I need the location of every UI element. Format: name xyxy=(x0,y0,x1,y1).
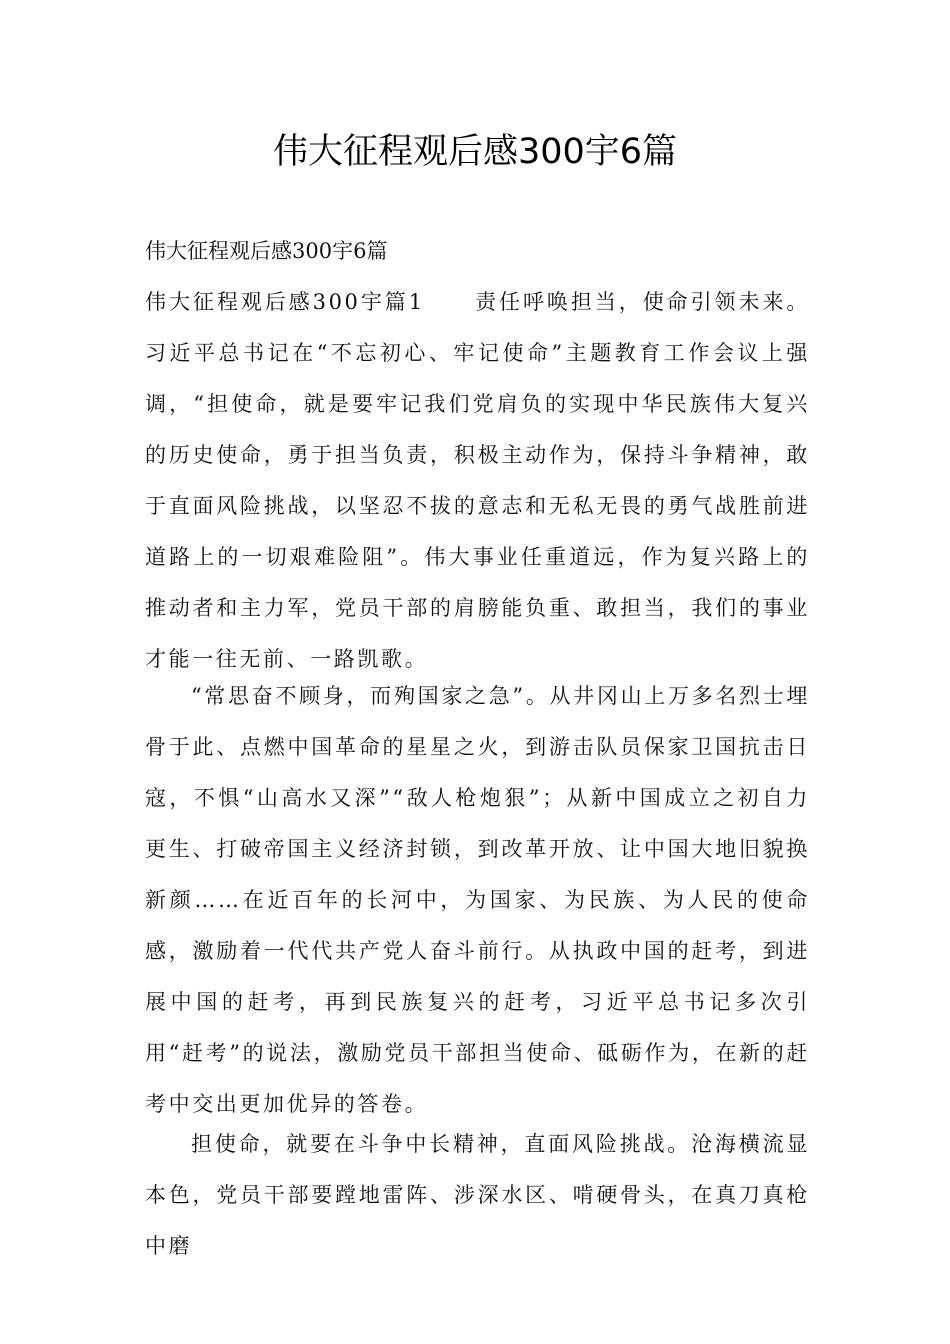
paragraph-3-clip xyxy=(0,1119,950,1344)
document-subtitle: 伟大征程观后感300宇6篇 xyxy=(145,239,388,263)
paragraph-3: 担使命，就要在斗争中长精神，直面风险挑战。沧海横流显本色，党员干部要蹚地雷阵、涉深水区、啃硬骨头，在真刀真枪中磨 xyxy=(145,1132,810,1258)
paragraph-2: “常思奋不顾身，而殉国家之急”。从井冈山上万多名烈士埋骨于此、点燃中国革命的星星之火，到游击队员保家卫国抗击日寇，不惧“山高水又深”“敌人枪炮狠”；从新中国成立之初自力更生、打破帝国主义经济封锁，到改革开放、让中国大地旧貌换新颜……在近百年的长河中，为国家、为民族、为人民的使命感，激励着一代代共产党人奋斗前行。从执政中国的赶考，到进展中国的赶考，再到民族复兴的赶考，习近平总书记多次引用“赶考”的说法，激励党员干部担当使命、砥砺作为，在新的赶考中交出更加优异的答卷。 xyxy=(145,684,810,1116)
paragraph-1 xyxy=(145,277,810,685)
document-title: 伟大征程观后感300宇6篇 xyxy=(272,132,678,172)
paragraph-1-text: 责任呼唤担当，使命引领未来。习近平总书记在“不忘初心、牢记使命”主题教育工作会议上强调，“担使命，就是要牢记我们党肩负的实现中华民族伟大复兴的历史使命，勇于担当负责，积极主动作为，保持斗争精神，敢于直面风险挑战，以坚忍不拔的意志和无私无畏的勇气战胜前进道路上的一切艰难险阻”。伟大事业任重道远，作为复兴路上的推动者和主力军，党员干部的肩膀能负重、敢担当，我们的事业才能一往无前、一路凯歌。 xyxy=(145,290,811,671)
paragraph-1-lead: 伟大征程观后感300宇篇1 xyxy=(145,290,425,314)
